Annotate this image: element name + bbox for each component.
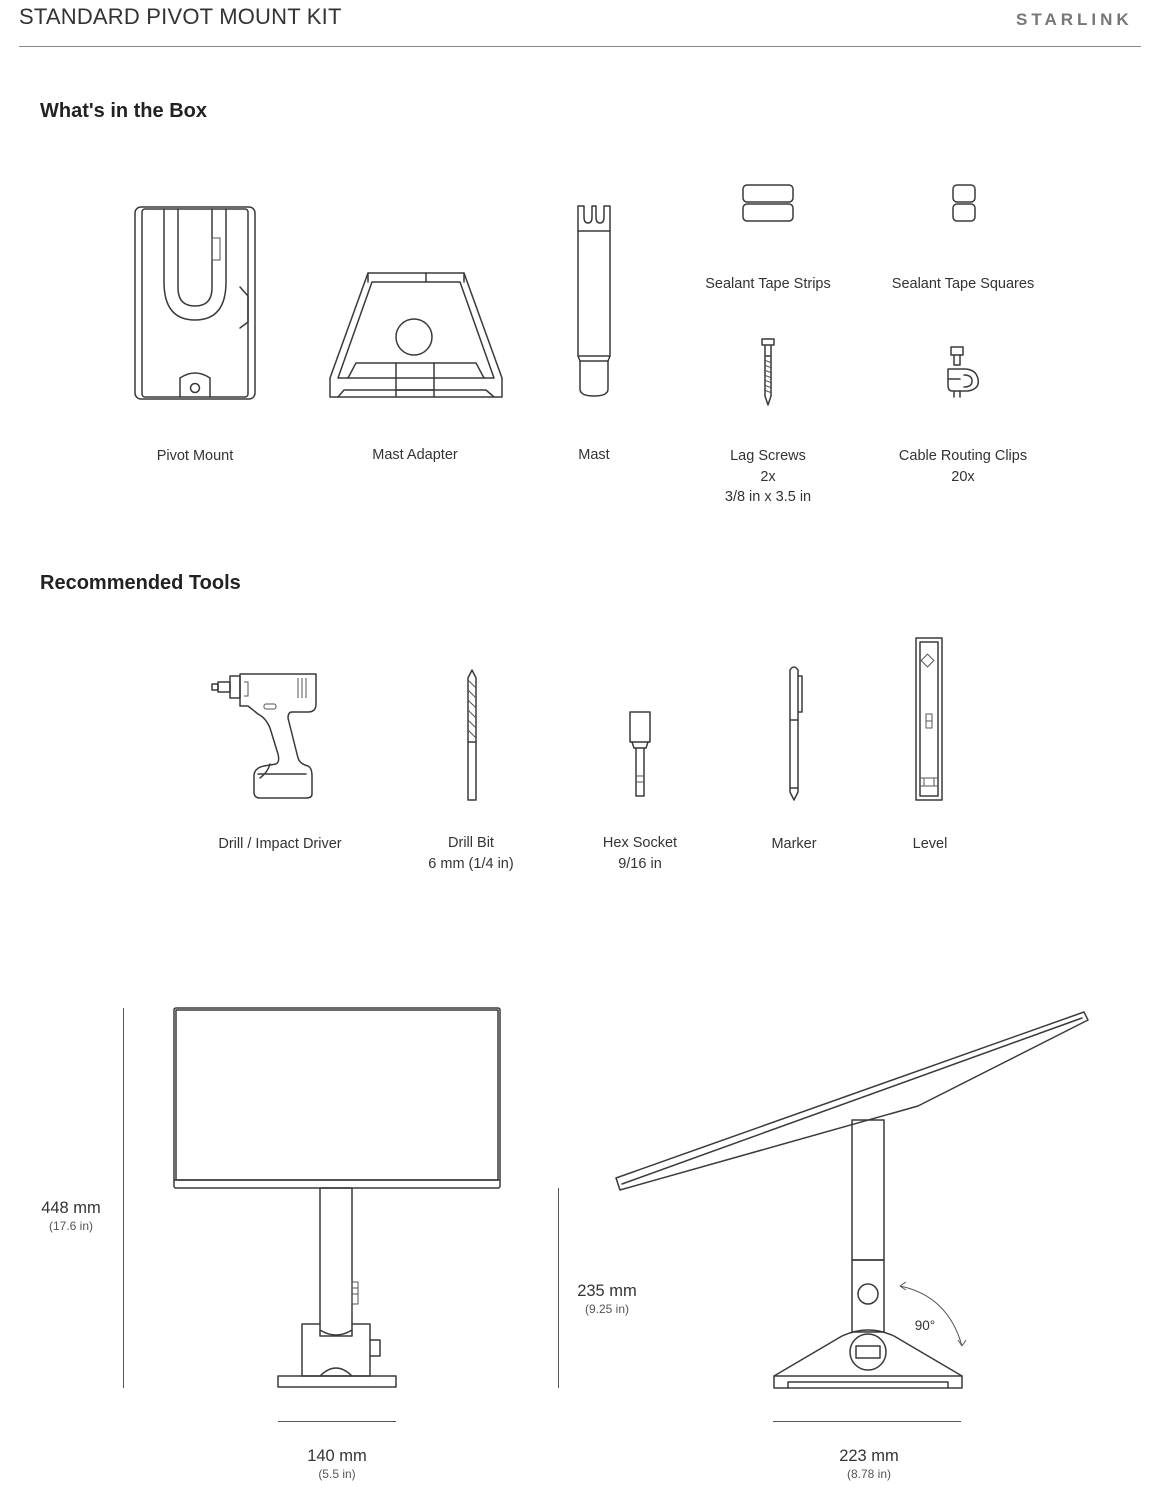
box-section-title: What's in the Box [40,100,207,122]
marker-icon [782,662,806,804]
drill-icon [208,668,324,802]
sealant-tape-squares-label: Sealant Tape Squares [891,276,1035,292]
side-height-value: 235 mm [577,1282,637,1300]
lag-screws-label [668,446,868,508]
front-width-dimension [276,1446,398,1482]
front-view-illustration [170,1004,506,1392]
side-view-illustration [612,1006,1094,1392]
front-width-line [278,1421,396,1422]
drill-bit-spec: 6 mm (1/4 in) [428,855,514,872]
lag-screws-name: Lag Screws [730,448,806,464]
page-title: STANDARD PIVOT MOUNT KIT [19,4,342,29]
front-width-imperial: (5.5 in) [318,1467,356,1481]
pivot-angle-label: 90° [914,1318,936,1333]
pivot-mount-label: Pivot Mount [156,448,234,464]
lag-screws-spec: 3/8 in x 3.5 in [724,489,812,505]
drill-bit-icon [462,666,482,804]
side-width-line [773,1421,961,1422]
lag-screws-qty: 2x [760,468,776,485]
mast-adapter-label: Mast Adapter [372,447,458,463]
side-width-imperial: (8.78 in) [846,1467,892,1481]
cable-clips-name: Cable Routing Clips [898,448,1028,464]
front-height-dimension [10,1198,132,1234]
mast-icon [574,201,614,401]
cable-clips-qty: 20x [951,468,975,485]
sealant-tape-strips-label: Sealant Tape Strips [705,276,831,292]
drill-label: Drill / Impact Driver [218,836,342,852]
lag-screw-icon [758,336,778,408]
cable-routing-clip-icon [942,343,984,399]
brand-logo: STARLINK [1016,10,1133,29]
pivot-mount-icon [130,202,260,406]
mast-adapter-icon [326,268,506,402]
front-height-imperial: (17.6 in) [48,1219,94,1233]
tools-section-title: Recommended Tools [40,572,241,594]
drill-bit-name: Drill Bit [448,835,494,851]
mast-label: Mast [578,447,610,463]
hex-socket-name: Hex Socket [602,835,678,851]
level-icon [912,634,946,804]
marker-label: Marker [771,836,817,852]
sealant-tape-strips-icon [740,182,796,224]
cable-clips-label [863,446,1063,487]
side-width-value: 223 mm [839,1447,899,1465]
side-width-dimension [808,1446,930,1482]
sealant-tape-squares-icon [950,182,978,224]
hex-socket-spec: 9/16 in [618,855,662,872]
level-label: Level [912,836,948,852]
header-divider [19,46,1141,47]
side-height-imperial: (9.25 in) [584,1302,630,1316]
front-height-value: 448 mm [41,1199,101,1217]
hex-socket-icon [626,708,654,802]
front-width-value: 140 mm [307,1447,367,1465]
